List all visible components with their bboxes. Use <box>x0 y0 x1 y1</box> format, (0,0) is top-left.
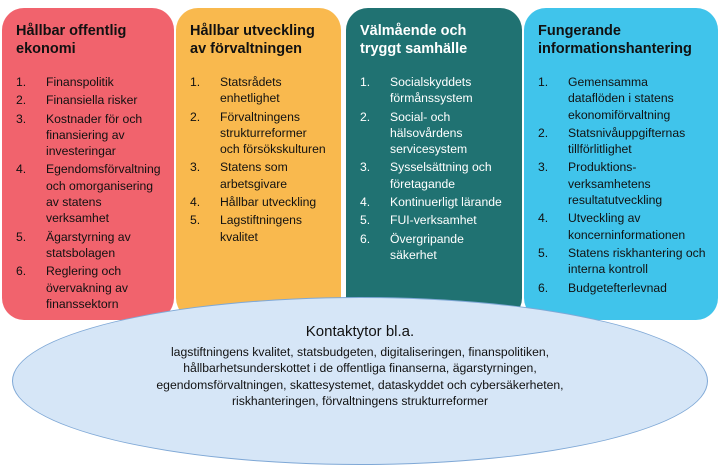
list-item <box>538 159 706 208</box>
list-item-text: Socialskyddets förmånssystem <box>390 75 473 106</box>
list-number: 5. <box>538 245 549 260</box>
list-item-text: Finanspolitik <box>46 75 114 89</box>
list-item-text: Sysselsättning och företagande <box>390 160 492 191</box>
list-item-text: Statsrådets enhetlighet <box>220 75 282 106</box>
list-item-text: Kostnader för och finansiering av investeringar <box>46 111 143 159</box>
list-item <box>190 159 329 192</box>
list-number: 1. <box>16 75 27 89</box>
list-item <box>190 212 329 245</box>
list-item <box>16 161 162 226</box>
card-title: Hållbar offentlig ekonomi <box>16 23 127 57</box>
contact-text: lagstiftningens kvalitet, statsbudgeten, digitaliseringen, finanspolitiken, hållbarhetsunderskottet i de offentliga finanserna, ägarstyrningen, egendomsförvaltningen, skattesystemet, dataskyddet och cybersäkerheten, riskhanteringen, förvaltningens strukturreformer <box>156 345 564 408</box>
list-number: 3. <box>16 111 27 126</box>
list-item <box>538 280 706 296</box>
list-number: 6. <box>360 231 371 246</box>
list-item-text: Egendomsförvaltning och omorganisering av statens verksamhet <box>46 162 161 226</box>
list-item <box>360 212 510 228</box>
list-item-text: Social- och hälsovårdens servicesystem <box>390 109 468 157</box>
list-item-text: Statens som arbetsgivare <box>220 160 288 191</box>
card-title: Fungerande informationshantering <box>538 23 692 57</box>
list-item-text: Lagstiftningens kvalitet <box>220 213 302 244</box>
list-number: 4. <box>360 195 371 210</box>
list-number: 1. <box>538 75 549 89</box>
list-item-text: Kontinuerligt lärande <box>390 195 502 210</box>
list-number: 4. <box>538 211 549 226</box>
list-number: 2. <box>360 109 371 124</box>
list-item-text: Statsnivåuppgifternas tillförlitlighet <box>568 125 686 157</box>
list-item <box>538 125 706 158</box>
contact-area <box>12 322 708 409</box>
list-item <box>190 74 329 107</box>
list-item-text: Statens riskhantering och interna kontroll <box>568 245 706 277</box>
list-number: 4. <box>16 162 27 177</box>
list-item <box>16 92 162 108</box>
card-hallbar-utveckling <box>176 8 341 320</box>
card-valmaende-och-tryggt-samhalle <box>346 8 522 320</box>
list-number: 2. <box>190 109 201 124</box>
topic-list <box>538 74 706 296</box>
list-item-text: Övergripande säkerhet <box>390 231 464 262</box>
topic-list <box>360 74 510 263</box>
list-number: 1. <box>360 75 371 89</box>
list-number: 3. <box>538 160 549 175</box>
list-item-text: Reglering och övervakning av finanssektorn <box>46 264 128 311</box>
list-number: 2. <box>16 93 27 108</box>
contact-title: Kontaktytor bl.a. <box>305 323 415 340</box>
list-item <box>360 74 510 107</box>
list-item-text: Hållbar utveckling <box>220 195 317 210</box>
list-item-text: Produktions-verksamhetens resultatutveckling <box>568 160 663 208</box>
card-fungerande-informationshantering <box>524 8 718 320</box>
list-item <box>16 74 162 90</box>
list-number: 5. <box>190 213 201 228</box>
list-number: 2. <box>538 125 549 140</box>
list-item <box>360 231 510 264</box>
card-title: Välmående och tryggt samhälle <box>360 23 468 57</box>
list-item <box>538 210 706 243</box>
list-item-text: Ägarstyrning av statsbolagen <box>46 229 131 260</box>
card-hallbar-offentlig-ekonomi <box>2 8 174 320</box>
list-item <box>360 109 510 158</box>
list-item <box>538 245 706 278</box>
list-item <box>16 263 162 312</box>
list-number: 4. <box>190 195 201 210</box>
list-item-text: Budgetefterlevnad <box>568 280 667 295</box>
list-number: 6. <box>538 280 549 295</box>
list-number: 6. <box>16 264 27 279</box>
card-title: Hållbar utveckling av förvaltningen <box>190 23 315 57</box>
list-item <box>16 111 162 160</box>
list-number: 5. <box>360 213 371 228</box>
topic-list <box>16 74 162 312</box>
topic-list <box>190 74 329 245</box>
list-item-text: FUI-verksamhet <box>390 213 477 228</box>
list-item-text: Förvaltningens strukturreformer och försökskulturen <box>220 109 326 157</box>
list-number: 5. <box>16 229 27 244</box>
list-item-text: Finansiella risker <box>46 93 138 108</box>
list-item-text: Gemensamma dataflöden i statens ekonomiförvaltning <box>568 75 674 122</box>
list-item <box>16 229 162 262</box>
list-item <box>190 109 329 158</box>
list-number: 3. <box>360 160 371 175</box>
list-number: 1. <box>190 75 201 89</box>
list-item <box>360 194 510 210</box>
list-item <box>538 74 706 123</box>
list-item-text: Utveckling av koncerninformationen <box>568 211 686 242</box>
list-item <box>360 159 510 192</box>
list-item <box>190 194 329 210</box>
list-number: 3. <box>190 160 201 175</box>
